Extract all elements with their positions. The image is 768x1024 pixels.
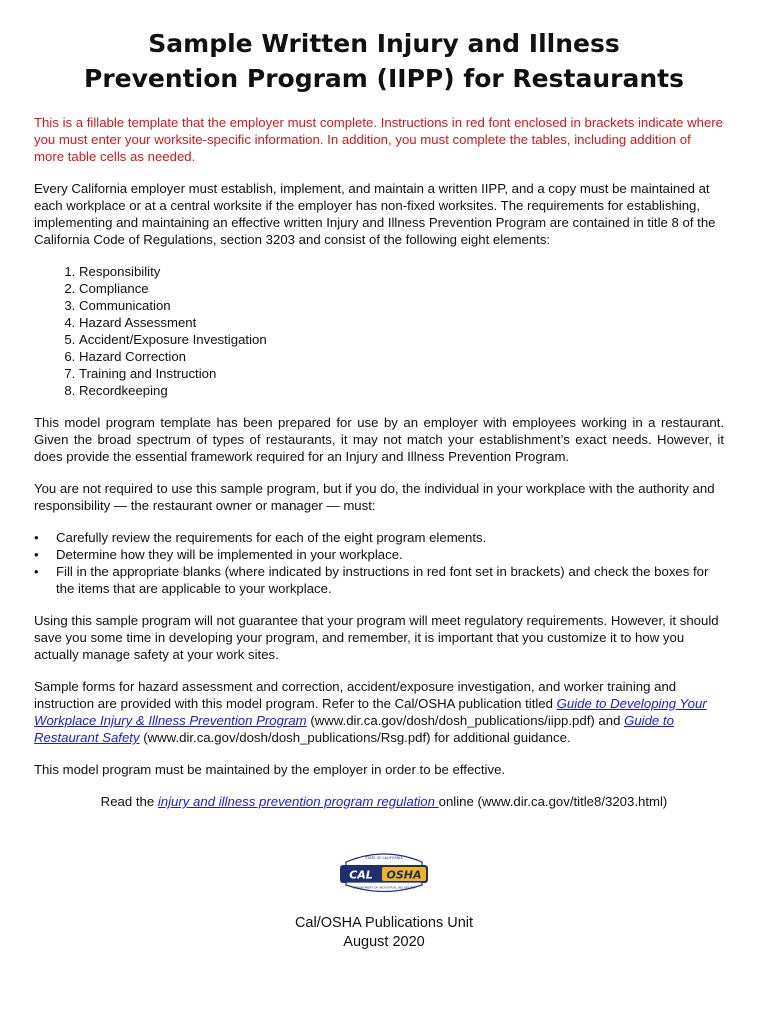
template-purpose-paragraph: This model program template has been prepared for use by an employer with employees working in a restaurant. Given the broad spectrum of types of restaurants, it may not match your establishment’s exact needs. However, it does provide the essential framework required for an Injury and Illness Prevention Program. bbox=[34, 415, 724, 464]
publication-footer bbox=[0, 914, 768, 952]
list-item: 7. Training and Instruction bbox=[79, 365, 724, 382]
disclaimer-paragraph: Using this sample program will not guarantee that your program will meet regulatory requirements. However, it should save you some time in developing your program, and remember, it is important that you customize it to how you actually manage safety at your work sites. bbox=[34, 613, 719, 662]
bullet-mark: • bbox=[34, 530, 39, 545]
cal-osha-logo-graphic bbox=[338, 848, 430, 892]
usage-paragraph: You are not required to use this sample program, but if you do, the individual in your workplace with the authority and responsibility — the restaurant owner or manager — must: bbox=[34, 481, 715, 513]
logo-osha-text: OSHA bbox=[386, 868, 422, 882]
title-line-1: Sample Written Injury and Illness bbox=[148, 29, 620, 58]
regulation-link[interactable]: injury and illness prevention program regulation bbox=[157, 794, 439, 809]
resources-paragraph bbox=[34, 678, 724, 746]
manager-tasks-list bbox=[34, 529, 724, 597]
page-title bbox=[0, 26, 768, 96]
resources-text-3: (www.dir.ca.gov/dosh/dosh_publications/Rsg.pdf) for additional guidance. bbox=[139, 730, 571, 745]
cal-osha-logo bbox=[338, 848, 430, 892]
title-line-2: Prevention Program (IIPP) for Restaurants bbox=[84, 64, 684, 93]
list-item: 8. Recordkeeping bbox=[79, 382, 724, 399]
restaurant-safety-guide-link[interactable]: Guide to Restaurant Safety bbox=[34, 713, 674, 745]
bullet-text: Fill in the appropriate blanks (where indicated by instructions in red font set in brackets) and check the boxes for the items that are applicable to your workplace. bbox=[56, 564, 709, 596]
document-body bbox=[34, 114, 724, 825]
list-item: 2. Compliance bbox=[79, 280, 724, 297]
publisher-name: Cal/OSHA Publications Unit bbox=[294, 915, 474, 931]
read-prefix: Read the bbox=[100, 794, 158, 809]
requirements-paragraph: Every California employer must establish, implement, and maintain a written IIPP, and a copy must be maintained at each workplace or at a central worksite if the employer has non-fixed worksites. The requirements for establishing, implementing and maintaining an effective written Injury and Illness Prevention Program are contained in title 8 of the California Code of Regulations, section 3203 and consist of the following eight elements: bbox=[34, 181, 716, 247]
bullet-mark: • bbox=[34, 564, 39, 579]
iipp-guide-link[interactable]: Guide to Developing Your Workplace Injury & Illness Prevention Program bbox=[34, 696, 707, 728]
bullet-text: Carefully review the requirements for each of the eight program elements. bbox=[56, 530, 487, 545]
list-item: 6. Hazard Correction bbox=[79, 348, 724, 365]
bullet-mark: • bbox=[34, 547, 39, 562]
list-item: 4. Hazard Assessment bbox=[79, 314, 724, 331]
list-item bbox=[34, 563, 724, 597]
maintenance-paragraph: This model program must be maintained by the employer in order to be effective. bbox=[34, 762, 506, 777]
logo-cal-text: CAL bbox=[349, 868, 373, 882]
list-item: 1. Responsibility bbox=[79, 263, 724, 280]
list-item bbox=[34, 546, 724, 563]
list-item bbox=[34, 529, 724, 546]
regulation-read-line bbox=[34, 793, 724, 810]
logo-top-text: STATE OF CALIFORNIA bbox=[365, 856, 403, 860]
list-item: 3. Communication bbox=[79, 297, 724, 314]
read-suffix: online (www.dir.ca.gov/title8/3203.html) bbox=[438, 794, 668, 809]
bullet-text: Determine how they will be implemented in your workplace. bbox=[56, 547, 403, 562]
logo-bottom-text: DEPARTMENT OF INDUSTRIAL RELATIONS bbox=[353, 885, 415, 890]
resources-text-1: Sample forms for hazard assessment and correction, accident/exposure investigation, and worker training and instruction are provided with this model program. Refer to the Cal/OSHA publication titled bbox=[34, 679, 677, 711]
fillable-template-notice: This is a fillable template that the employer must complete. Instructions in red font enclosed in brackets indicate where you must enter your worksite-specific information. In addition, you must complete the tables, including addition of more table cells as needed. bbox=[34, 115, 724, 164]
resources-text-2: (www.dir.ca.gov/dosh/dosh_publications/iipp.pdf) and bbox=[306, 713, 625, 728]
list-item: 5. Accident/Exposure Investigation bbox=[79, 331, 724, 348]
program-elements-list bbox=[34, 263, 724, 399]
publication-date: August 2020 bbox=[343, 934, 425, 950]
